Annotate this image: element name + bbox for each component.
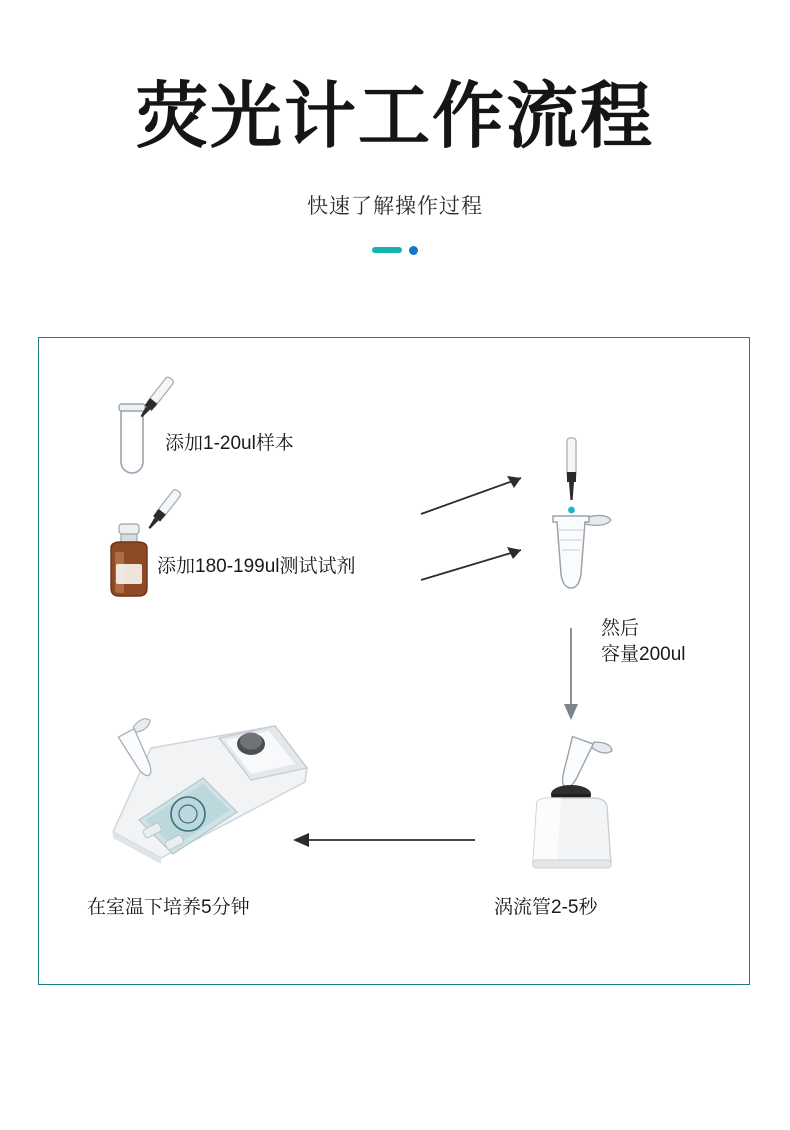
arrow-tube-to-vortex	[553, 626, 589, 726]
caption-then-line2: 容量200ul	[601, 643, 686, 665]
microcentrifuge-tube-icon	[519, 438, 639, 628]
caption-incubate: 在室温下培养5分钟	[87, 897, 250, 918]
arrow-right-up-icon	[417, 466, 537, 526]
step-add-reagent-illustration	[97, 490, 217, 610]
divider-dot-icon	[409, 246, 418, 255]
step-mix-tube-illustration	[519, 438, 639, 628]
decorative-divider	[360, 220, 430, 255]
caption-then-line1: 然后	[601, 618, 640, 639]
caption-then-volume	[601, 616, 686, 667]
step-incubate-illustration	[99, 708, 329, 878]
divider-dash-icon	[372, 247, 402, 253]
arrow-down-icon	[553, 626, 589, 726]
page-subtitle: 快速了解操作过程	[307, 194, 483, 218]
vortex-mixer-icon	[509, 736, 639, 876]
reagent-bottle-with-pipette-icon	[97, 490, 217, 610]
caption-add-reagent: 添加180-199ul测试试剂	[157, 556, 356, 577]
caption-add-sample: 添加1-20ul样本	[165, 433, 294, 454]
step-vortex-illustration	[509, 736, 639, 876]
page-title: 荧光计工作流程	[135, 73, 654, 158]
fluorometer-device-icon	[99, 708, 329, 878]
page-header	[0, 0, 790, 255]
arrow-sample-to-tube	[417, 466, 537, 526]
caption-vortex: 涡流管2-5秒	[494, 897, 598, 918]
workflow-panel	[38, 337, 750, 985]
arrow-right-up-icon	[417, 534, 537, 594]
arrow-reagent-to-tube	[417, 534, 537, 594]
